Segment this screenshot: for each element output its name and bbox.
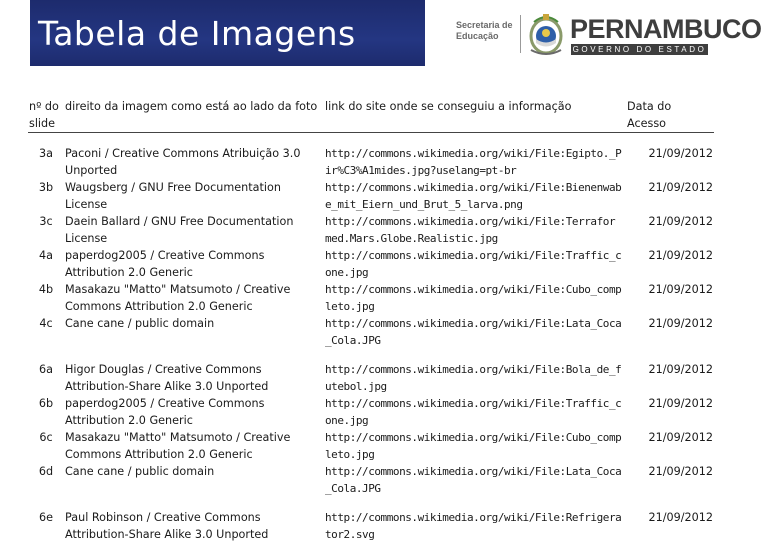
source-link-cell: http://commons.wikimedia.org/wiki/File:Terrafor med.Mars.Globe.Realistic.jpg — [324, 213, 626, 247]
slide-number-cell: 6e — [28, 497, 64, 543]
table-body — [28, 133, 714, 543]
image-rights-cell: Cane cane / public domain — [64, 463, 324, 497]
image-rights-cell: paperdog2005 / Creative Commons Attribution 2.0 Generic — [64, 247, 324, 281]
source-link-cell: http://commons.wikimedia.org/wiki/File:Egipto._Pir%C3%A1mides.jpg?uselang=pt-br — [324, 145, 626, 179]
image-rights-cell: Higor Douglas / Creative Commons Attribution-Share Alike 3.0 Unported — [64, 349, 324, 395]
access-date-cell: 21/09/2012 — [626, 281, 714, 315]
access-date-cell: 21/09/2012 — [626, 395, 714, 429]
access-date-cell: 21/09/2012 — [626, 497, 714, 543]
access-date-cell: 21/09/2012 — [626, 315, 714, 349]
slide-number-cell: 3b — [28, 179, 64, 213]
table-row — [28, 395, 714, 429]
image-rights-cell: Paul Robinson / Creative Commons Attribution-Share Alike 3.0 Unported — [64, 497, 324, 543]
table-header-row — [28, 98, 714, 133]
source-link-cell: http://commons.wikimedia.org/wiki/File:Bola_de_futebol.jpg — [324, 349, 626, 395]
slide-header — [0, 0, 720, 78]
source-link-cell: http://commons.wikimedia.org/wiki/File:Refrigerator2.svg — [324, 497, 626, 543]
slide-number-cell: 4a — [28, 247, 64, 281]
table-row — [28, 497, 714, 543]
source-link-cell: http://commons.wikimedia.org/wiki/File:Lata_Coca_Cola.JPG — [324, 315, 626, 349]
table-row — [28, 315, 714, 349]
image-rights-cell: Masakazu "Matto" Matsumoto / Creative Commons Attribution 2.0 Generic — [64, 429, 324, 463]
access-date-cell: 21/09/2012 — [626, 213, 714, 247]
slide-title: Tabela de Imagens — [38, 14, 356, 53]
source-link-cell: http://commons.wikimedia.org/wiki/File:Lata_Coca_Cola.JPG — [324, 463, 626, 497]
access-date-cell: 21/09/2012 — [626, 429, 714, 463]
header-source-link: link do site onde se conseguiu a informação — [324, 98, 626, 133]
table-row — [28, 247, 714, 281]
source-link-cell: http://commons.wikimedia.org/wiki/File:Traffic_cone.jpg — [324, 395, 626, 429]
slide-number-cell: 4b — [28, 281, 64, 315]
slide-number-cell: 4c — [28, 315, 64, 349]
table-row — [28, 213, 714, 247]
image-rights-cell: paperdog2005 / Creative Commons Attribution 2.0 Generic — [64, 395, 324, 429]
access-date-cell: 21/09/2012 — [626, 247, 714, 281]
image-rights-cell: Waugsberg / GNU Free Documentation License — [64, 179, 324, 213]
state-name: PERNAMBUCO — [570, 14, 762, 45]
source-link-cell: http://commons.wikimedia.org/wiki/File:Cubo_completo.jpg — [324, 429, 626, 463]
header-image-rights: direito da imagem como está ao lado da foto — [64, 98, 324, 133]
table-row — [28, 179, 714, 213]
slide-number-cell: 3c — [28, 213, 64, 247]
source-link-cell: http://commons.wikimedia.org/wiki/File:Bienenwabe_mit_Eiern_und_Brut_5_larva.png — [324, 179, 626, 213]
secretaria-label: Secretaria de Educação — [456, 20, 513, 42]
access-date-cell: 21/09/2012 — [626, 145, 714, 179]
table-row — [28, 463, 714, 497]
header-access-date: Data do Acesso — [626, 98, 714, 133]
access-date-cell: 21/09/2012 — [626, 463, 714, 497]
table-row — [28, 349, 714, 395]
image-rights-cell: Masakazu "Matto" Matsumoto / Creative Commons Attribution 2.0 Generic — [64, 281, 324, 315]
slide-number-cell: 6d — [28, 463, 64, 497]
slide-number-cell: 3a — [28, 145, 64, 179]
image-credits-table — [28, 98, 714, 543]
slide-number-cell: 6b — [28, 395, 64, 429]
table-row — [28, 429, 714, 463]
image-rights-cell: Daein Ballard / GNU Free Documentation License — [64, 213, 324, 247]
slide-number-cell: 6a — [28, 349, 64, 395]
slide-number-cell: 6c — [28, 429, 64, 463]
brand-divider — [520, 15, 521, 53]
image-rights-cell: Cane cane / public domain — [64, 315, 324, 349]
source-link-cell: http://commons.wikimedia.org/wiki/File:Cubo_completo.jpg — [324, 281, 626, 315]
pernambuco-coat-of-arms-icon — [525, 12, 567, 58]
table-row — [28, 281, 714, 315]
access-date-cell: 21/09/2012 — [626, 179, 714, 213]
image-rights-cell: Paconi / Creative Commons Atribuição 3.0 Unported — [64, 145, 324, 179]
state-subtitle: GOVERNO DO ESTADO — [571, 44, 708, 55]
source-link-cell: http://commons.wikimedia.org/wiki/File:Traffic_cone.jpg — [324, 247, 626, 281]
access-date-cell: 21/09/2012 — [626, 349, 714, 395]
table-row — [28, 145, 714, 179]
header-slide-number: nº do slide — [28, 98, 64, 133]
